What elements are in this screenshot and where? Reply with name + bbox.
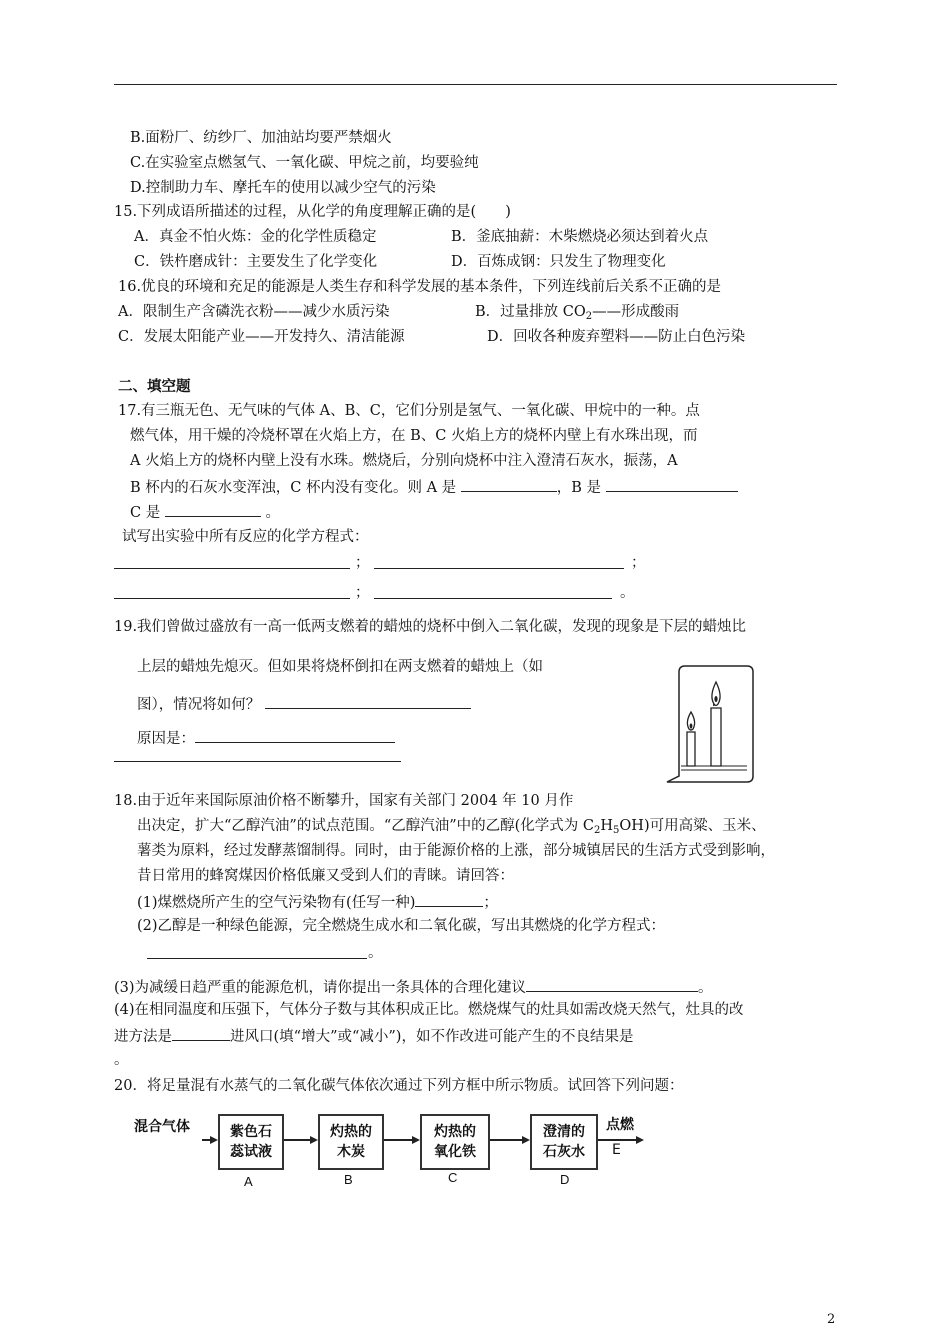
separator-period: 。 [620,585,635,601]
equation-blank-4[interactable] [374,598,612,599]
flow-start-label: 混合气体 [134,1119,190,1135]
q15-stem: 15.下列成语所描述的过程，从化学的角度理解正确的是( ) [114,204,511,220]
flow-end-label: 点燃 [606,1117,634,1133]
q14-option-b: B.面粉厂、纺纱厂、加油站均要严禁烟火 [130,130,392,146]
q15-option-d: D．百炼成钢：只发生了物理变化 [451,254,666,270]
q18-line-1: 18.由于近年来国际原油价格不断攀升，国家有关部门 2004 年 10 月作 [114,793,574,809]
flow-box-b: 灼热的 木炭 [318,1114,384,1170]
q17-line-2: 燃气体，用干燥的冷烧杯罩在火焰上方，在 B、C 火焰上方的烧杯内壁上有水珠出现，而 [130,428,698,444]
q17-line-5: C 是 。 [130,501,280,523]
separator-semicolon: ； [355,555,370,571]
header-rule [114,84,837,85]
q15-option-b: B．釜底抽薪：木柴燃烧必须达到着火点 [451,229,709,245]
q18-line-8: (3)为减缓日趋严重的能源危机，请你提出一条具体的合理化建议 。 [114,976,713,998]
separator-semicolon: ； [631,555,646,571]
q16-stem: 16.优良的环境和充足的能源是人类生存和科学发展的基本条件，下列连线前后关系不正确的是 [118,279,722,295]
q17-line-6: 试写出实验中所有反应的化学方程式： [122,529,369,545]
answer-blank-a[interactable] [461,476,557,492]
q20-stem: 20．将足量混有水蒸气的二氧化碳气体依次通过下列方框中所示物质。试回答下列问题： [114,1078,684,1094]
page-number: 2 [827,1312,836,1327]
q18-line-3: 薯类为原料，经过发酵蒸馏制得。同时，由于能源价格的上涨，部分城镇居民的生活方式受到影响， [137,843,775,859]
q16-option-a: A．限制生产含磷洗衣粉——减少水质污染 [118,304,390,320]
section-heading: 二、填空题 [118,379,191,395]
flow-box-c: 灼热的 氧化铁 [420,1114,490,1170]
q18-line-11: 。 [114,1052,129,1068]
flow-box-a: 紫色石 蕊试液 [218,1114,284,1170]
flow-end-e: E [612,1142,621,1158]
equation-blank-2[interactable] [374,568,624,569]
q18-line-6: (2)乙醇是一种绿色能源，完全燃烧生成水和二氧化碳，写出其燃烧的化学方程式： [137,918,666,934]
q18-line-2: 出决定，扩大“乙醇汽油”的试点范围。“乙醇汽油”中的乙醇(化学式为 $C_2H_5OH$)可用高粱、玉米、 [137,818,766,836]
q18-line-10: 进方法是 进风口(填“增大”或“减小”)，如不作改进可能产生的不良结果是 [114,1025,633,1047]
q17-line-4: B 杯内的石灰水变浑浊，C 杯内没有变化。则 A 是 ，B 是 [130,476,738,498]
equation-blank-1[interactable] [114,568,350,569]
flow-label-a: A [244,1174,253,1189]
q19-line-1: 19.我们曾做过盛放有一高一低两支燃着的蜡烛的烧杯中倒入二氧化碳，发现的现象是下层的蜡烛比 [114,619,747,635]
q18-line-5: (1)煤燃烧所产生的空气污染物有(任写一种) ； [137,891,498,913]
q14-option-c: C.在实验室点燃氢气、一氧化碳、甲烷之前，均要验纯 [130,155,479,171]
q17-line-3: A 火焰上方的烧杯内壁上没有水珠。燃烧后，分别向烧杯中注入澄清石灰水，振荡，A [130,453,678,469]
answer-blank-b[interactable] [606,476,738,492]
separator-semicolon: ； [355,585,370,601]
q19-line-2: 上层的蜡烛先熄灭。但如果将烧杯倒扣在两支燃着的蜡烛上（如 [137,659,543,675]
q16-option-b: B．过量排放 $CO_2——$形成酸雨 [475,304,680,322]
separator-period: 。 [368,945,383,961]
q18-line-9: (4)在相同温度和压强下，气体分子数与其体积成正比。燃烧煤气的灶具如需改烧天然气，灶具的改 [114,1002,744,1018]
q16-option-c: C．发展太阳能产业——开发持久、清洁能源 [118,329,405,345]
equation-blank-3[interactable] [114,598,350,599]
answer-blank-pollutant[interactable] [415,891,483,907]
q18-line-4: 昔日常用的蜂窝煤因价格低廉又受到人们的青睐。请回答： [137,868,514,884]
answer-blank-c[interactable] [165,501,261,517]
flow-label-d: D [560,1172,570,1187]
answer-blank-suggestion[interactable] [526,976,698,992]
q19-line-4: 原因是： [137,727,395,749]
flow-label-b: B [344,1172,353,1187]
flow-diagram [126,1106,776,1196]
q15-option-a: A．真金不怕火炼：金的化学性质稳定 [134,229,377,245]
answer-blank-method[interactable] [172,1025,230,1041]
beaker-candles-figure [655,660,760,785]
flow-label-c: C [448,1170,458,1185]
q17-line-1: 17.有三瓶无色、无气味的气体 A、B、C，它们分别是氢气、一氧化碳、甲烷中的一种。点 [118,403,700,419]
q16-option-d: D．回收各种废弃塑料——防止白色污染 [487,329,746,345]
answer-blank-situation[interactable] [265,693,471,709]
q19-line-3: 图），情况将如何？ [137,693,471,715]
answer-blank-reason[interactable] [195,727,395,743]
flow-box-d: 澄清的 石灰水 [530,1114,598,1170]
answer-blank-reason-cont[interactable] [114,761,401,762]
q14-option-d: D.控制助力车、摩托车的使用以减少空气的污染 [130,180,436,196]
q15-option-c: C．铁杵磨成针：主要发生了化学变化 [134,254,378,270]
answer-blank-equation[interactable] [147,958,367,959]
